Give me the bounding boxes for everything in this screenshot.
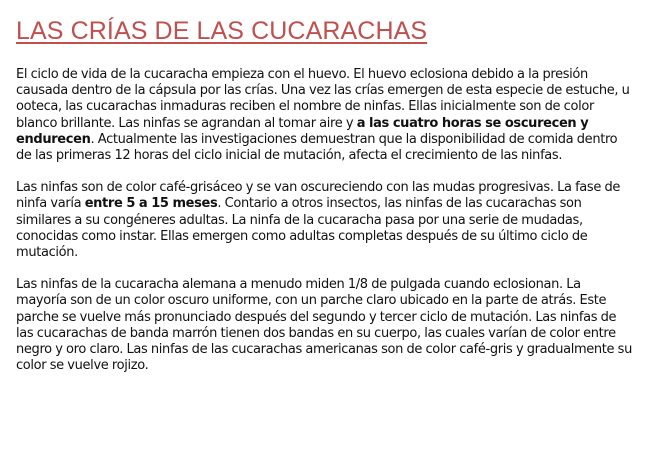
paragraph-1-text-start: El ciclo de vida de la cucaracha empieza con el huevo. El huevo eclosiona debido a la presión causada dentro de la cápsula por las crías. Una vez las crías emergen de esta especie de estuche, u ooteca, las cucarachas inmaduras reciben el nombre de ninfas. Ellas inicialmente son de color blanco brillante. Las ninfas se agrandan al tomar aire y <box>16 67 630 131</box>
document-body <box>16 67 639 374</box>
paragraph-2-bold-phrase: entre 5 a 15 meses <box>84 196 218 212</box>
paragraph-2 <box>16 180 634 261</box>
document-title: LAS CRÍAS DE LAS CUCARACHAS <box>16 17 428 45</box>
paragraph-1 <box>16 67 634 164</box>
paragraph-3 <box>16 277 634 374</box>
paragraph-1-text-end: . Actualmente las investigaciones demuestran que la disponibilidad de comida dentro de las primeras 12 horas del ciclo inicial de mutación, afecta el crecimiento de las ninfas. <box>16 131 618 164</box>
paragraph-2-text-end: . Contario a otros insectos, las ninfas de las cucarachas son similares a su congéneres adultas. La ninfa de la cucaracha pasa por una serie de mudadas, conocidas como instar. Ellas emergen como adultas completas después de su último ciclo de mutación. <box>16 196 588 261</box>
paragraph-1-bold-phrase: a las cuatro horas se oscurecen y endurecen <box>16 115 589 147</box>
paragraph-2-text-start: Las ninfas son de color café-grisáceo y se van oscureciendo con las mudas progresivas. La fase de ninfa varía <box>16 180 621 212</box>
paragraph-3-text: Las ninfas de la cucaracha alemana a menudo miden 1/8 de pulgada cuando eclosionan. La mayoría son de un color oscuro uniforme, con un parche claro ubicado en la parte de atrás. Este parche se vuelve más pronunciado después del segundo y tercer ciclo de mutación. Las ninfas de las cucarachas de banda marrón tienen dos bandas en su cuerpo, las cuales varían de color entre negro y oro claro. Las ninfas de las cucarachas americanas son de color café-gris y gradualmente su color se vuelve rojizo. <box>16 277 632 374</box>
